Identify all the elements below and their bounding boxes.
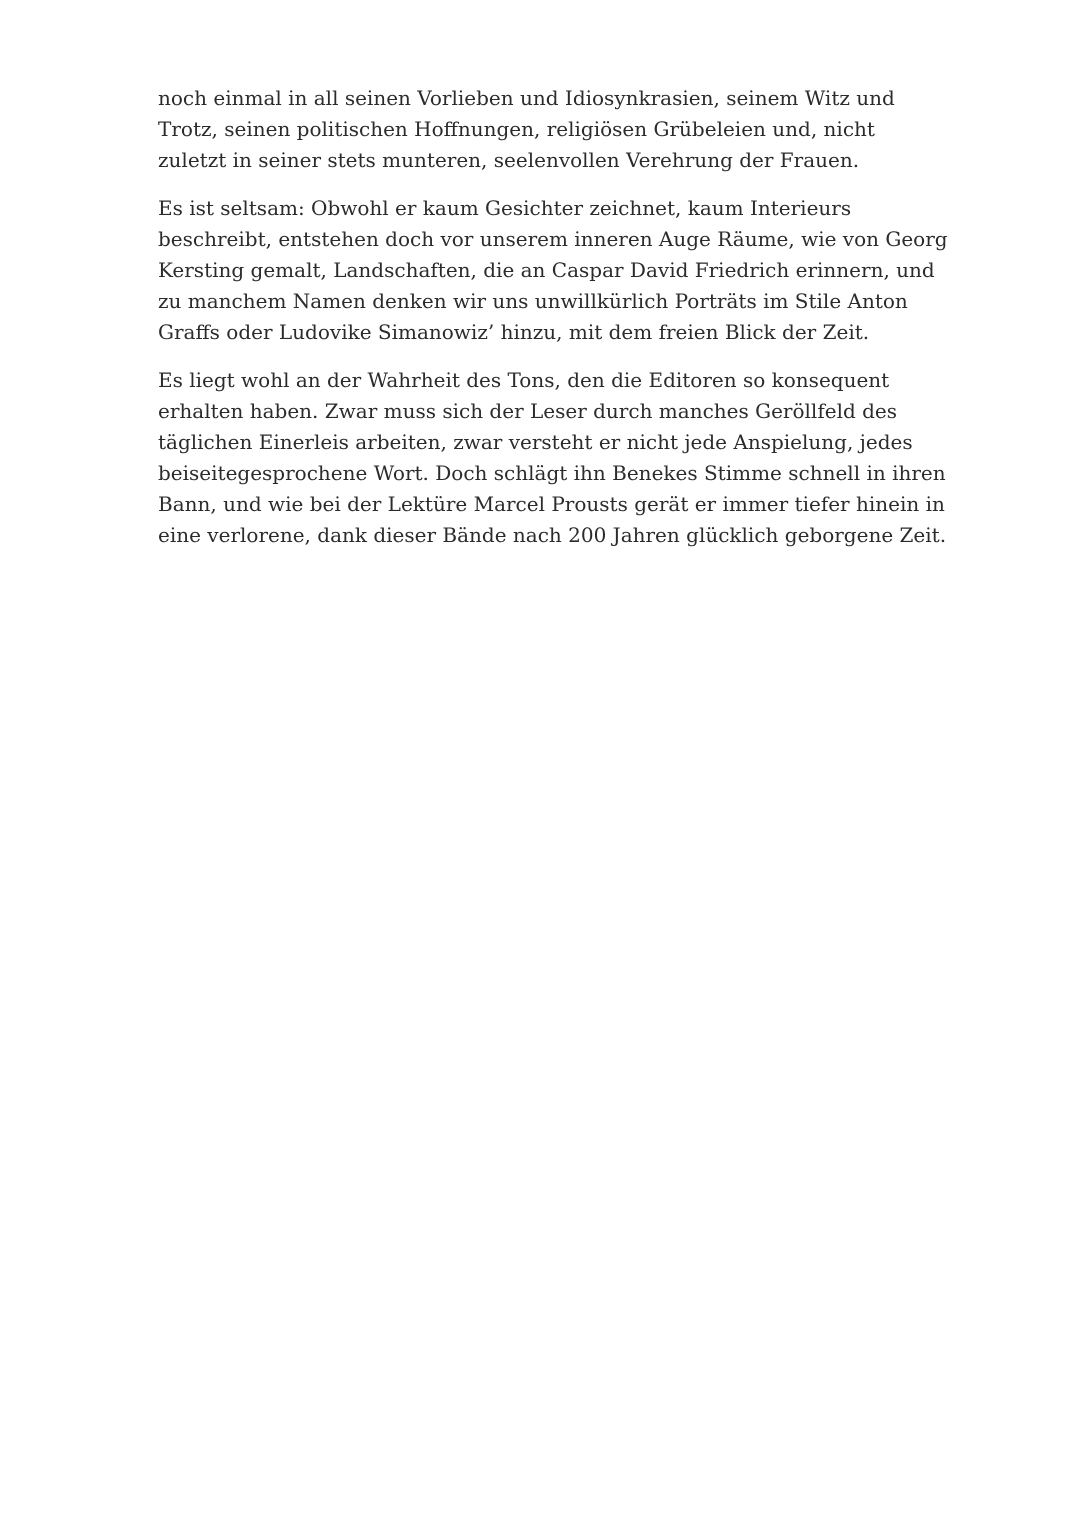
text-line: erhalten haben. Zwar muss sich der Leser durch manches Geröllfeld des [158, 399, 898, 423]
text-line: zuletzt in seiner stets munteren, seelenvollen Verehrung der Frauen. [158, 148, 860, 172]
text-line: beiseitegesprochene Wort. Doch schlägt ihn Benekes Stimme schnell in ihren [158, 461, 946, 485]
text-line: Graffs oder Ludovike Simanowiz’ hinzu, mit dem freien Blick der Zeit. [158, 320, 870, 344]
paragraph-1 [158, 83, 958, 176]
text-line: Kersting gemalt, Landschaften, die an Caspar David Friedrich erinnern, und [158, 258, 935, 282]
text-line: Es liegt wohl an der Wahrheit des Tons, den die Editoren so konsequent [158, 368, 890, 392]
text-line: eine verlorene, dank dieser Bände nach 200 Jahren glücklich geborgene Zeit. [158, 523, 947, 547]
text-line: noch einmal in all seinen Vorlieben und Idiosynkrasien, seinem Witz und [158, 86, 895, 110]
text-line: Trotz, seinen politischen Hoffnungen, religiösen Grübeleien und, nicht [158, 117, 875, 141]
paragraph-3 [158, 365, 958, 551]
text-line: Es ist seltsam: Obwohl er kaum Gesichter zeichnet, kaum Interieurs [158, 196, 852, 220]
text-line: beschreibt, entstehen doch vor unserem inneren Auge Räume, wie von Georg [158, 227, 948, 251]
text-line: zu manchem Namen denken wir uns unwillkürlich Porträts im Stile Anton [158, 289, 908, 313]
text-line: täglichen Einerleis arbeiten, zwar versteht er nicht jede Anspielung, jedes [158, 430, 913, 454]
document-body [158, 83, 958, 568]
text-line: Bann, und wie bei der Lektüre Marcel Prousts gerät er immer tiefer hinein in [158, 492, 945, 516]
paragraph-2 [158, 193, 958, 348]
